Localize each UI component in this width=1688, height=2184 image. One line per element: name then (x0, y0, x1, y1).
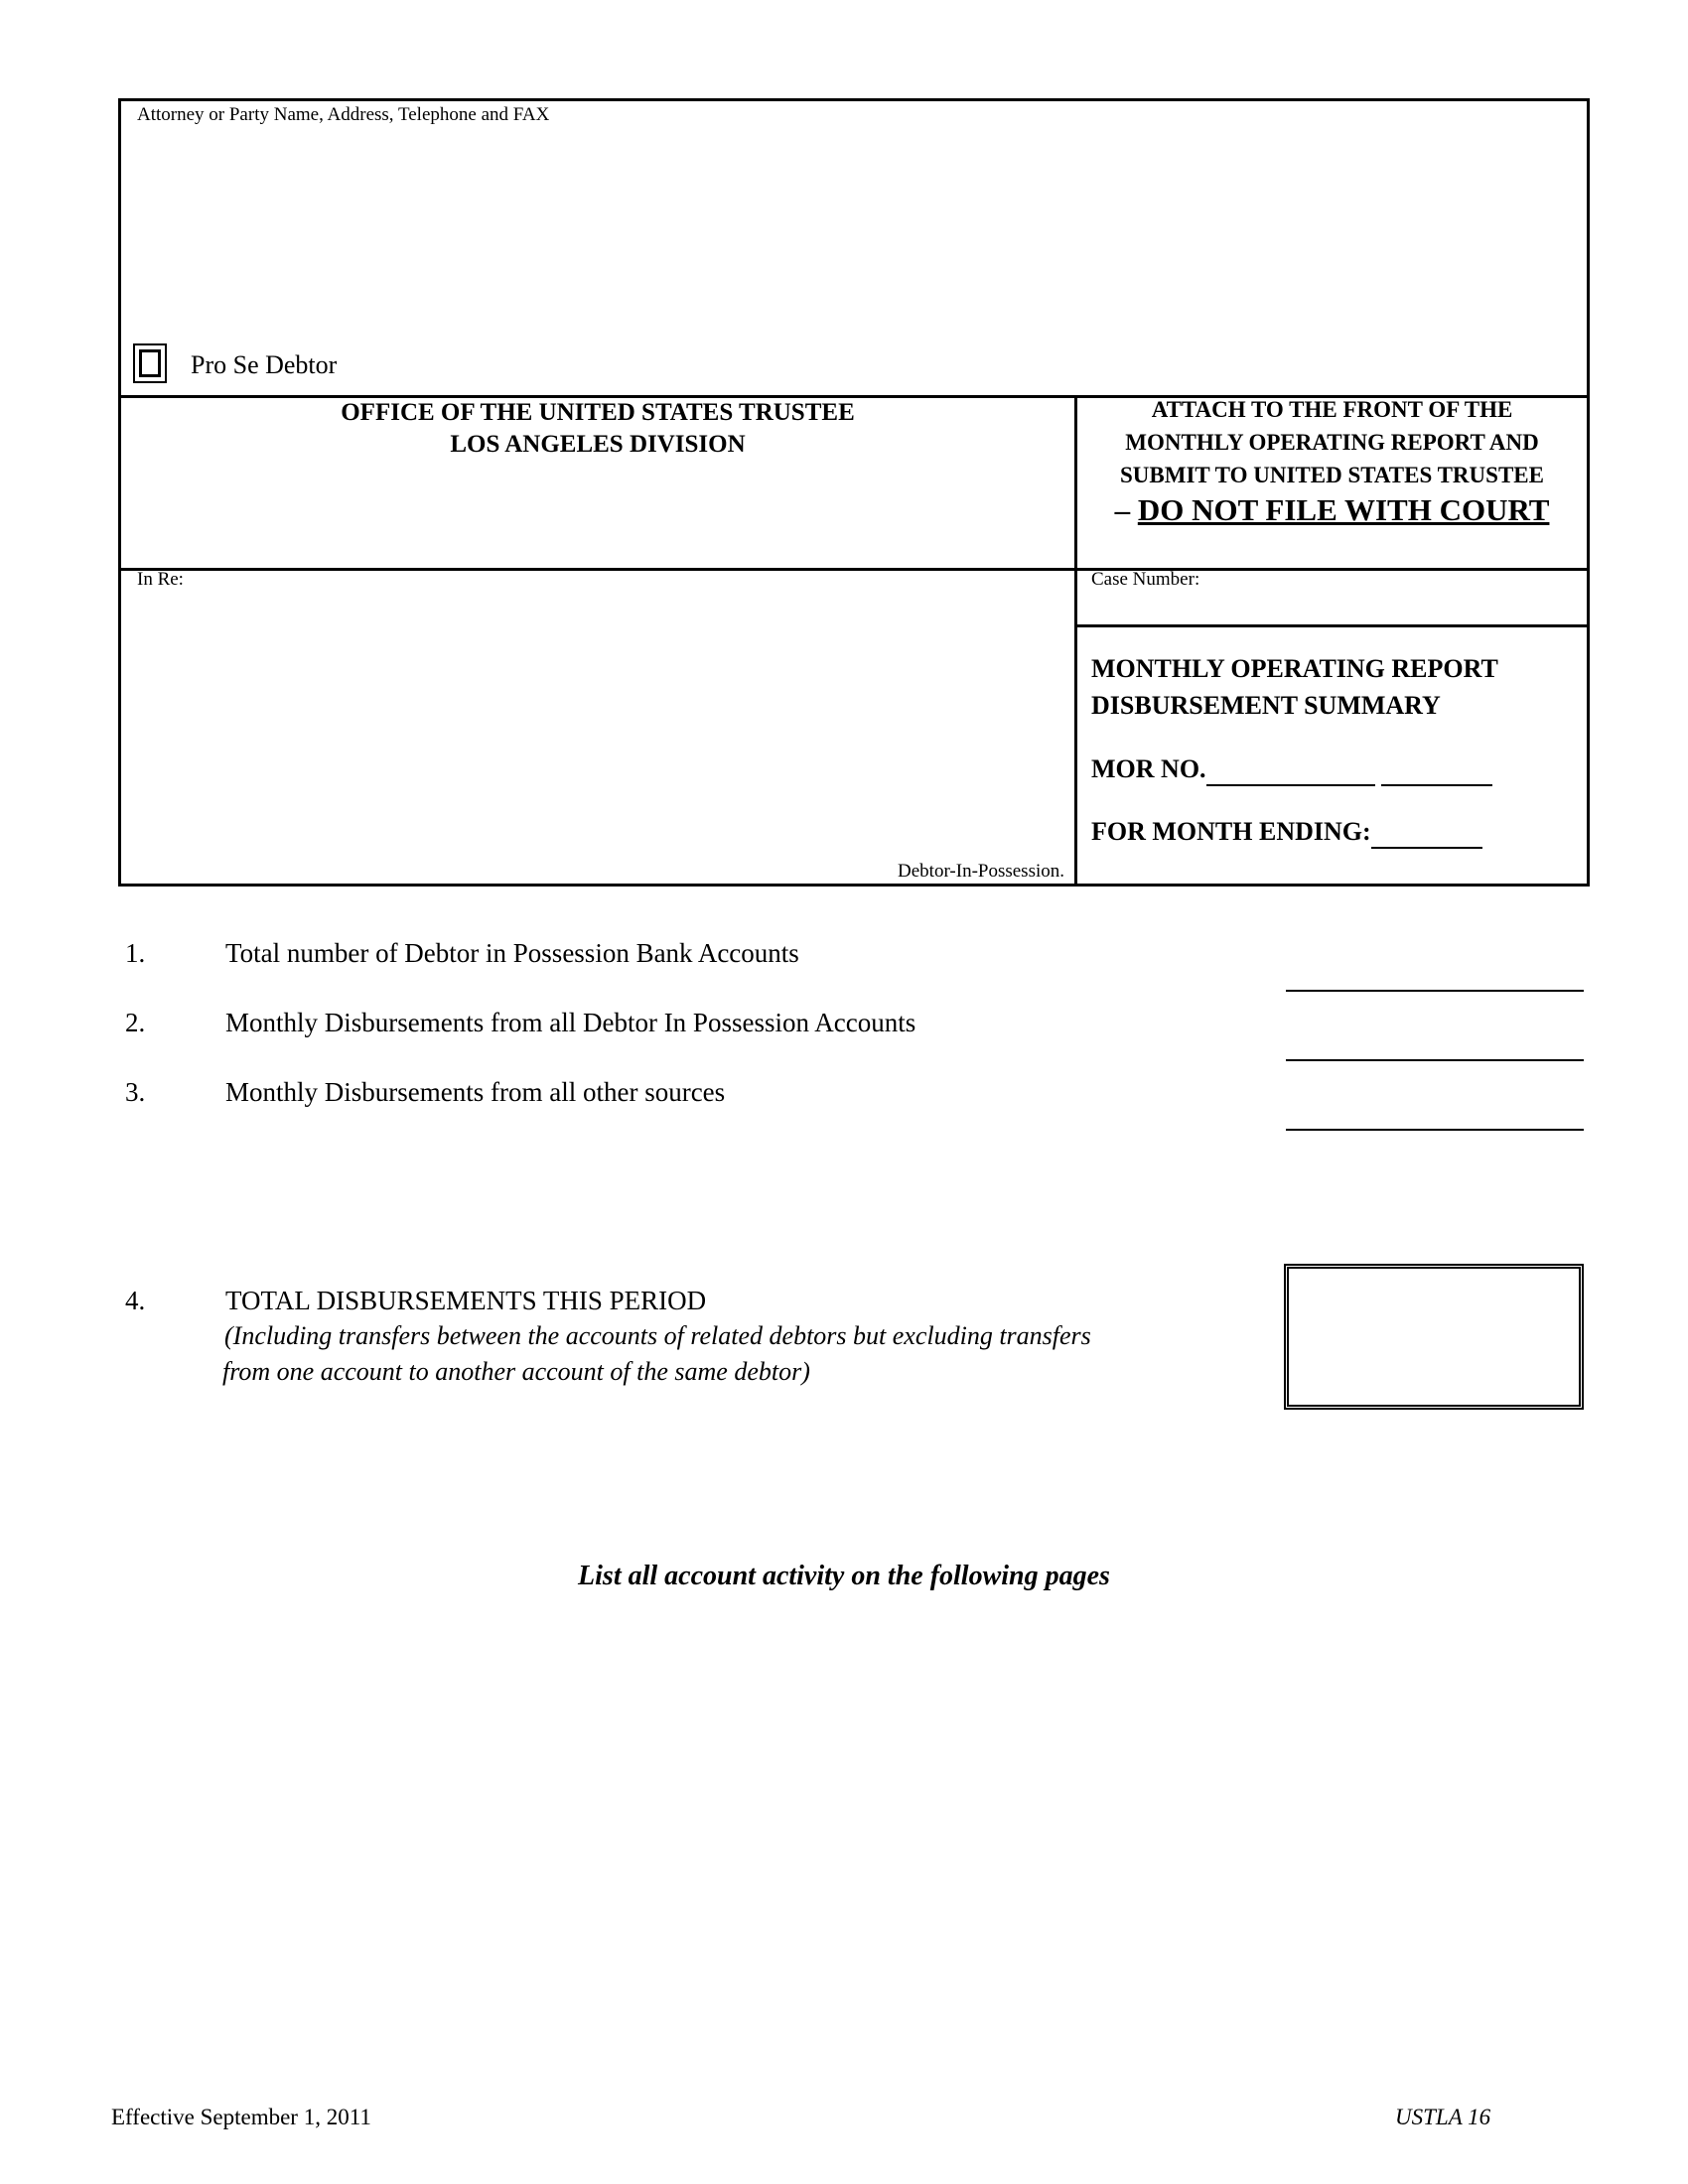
item-1-number: 1. (125, 938, 146, 968)
in-re-cell[interactable] (118, 568, 1077, 887)
item-1-label: Total number of Debtor in Possession Bank Accounts (225, 938, 799, 968)
item-2-input[interactable] (1286, 1027, 1584, 1061)
debtor-in-possession-label: Debtor-In-Possession. (898, 861, 1064, 882)
mor-no-input-2[interactable] (1381, 754, 1492, 786)
total-disbursements-box[interactable] (1284, 1264, 1584, 1410)
mor-no-line (1091, 754, 1492, 786)
month-ending-line (1091, 817, 1482, 849)
do-not-file-text: DO NOT FILE WITH COURT (1137, 492, 1550, 527)
footer-form-id: USTLA 16 (1395, 2105, 1491, 2129)
item-4-note-line-2: from one account to another account of the same debtor) (222, 1357, 810, 1386)
mor-no-input[interactable] (1206, 754, 1375, 786)
item-2-label: Monthly Disbursements from all Debtor In Possession Accounts (225, 1008, 916, 1037)
case-number-label: Case Number: (1091, 569, 1200, 590)
item-3-number: 3. (125, 1077, 146, 1107)
notice-emphasis-line (1077, 492, 1587, 528)
office-cell (118, 395, 1077, 571)
office-title: OFFICE OF THE UNITED STATES TRUSTEE (341, 399, 855, 426)
notice-line-1: ATTACH TO THE FRONT OF THE (1151, 397, 1513, 422)
month-ending-input[interactable] (1371, 817, 1482, 849)
item-1-input[interactable] (1286, 958, 1584, 992)
in-re-label: In Re: (137, 569, 184, 590)
item-4-label: TOTAL DISBURSEMENTS THIS PERIOD (225, 1286, 707, 1315)
pro-se-checkbox[interactable] (133, 343, 167, 383)
attorney-label: Attorney or Party Name, Address, Telephone and FAX (137, 104, 550, 125)
instruction-text: List all account activity on the following pages (578, 1561, 1110, 1591)
month-ending-label: FOR MONTH ENDING: (1091, 817, 1371, 846)
notice-cell (1074, 395, 1590, 571)
item-4-number: 4. (125, 1286, 146, 1315)
report-subtitle: DISBURSEMENT SUMMARY (1091, 691, 1441, 720)
notice-line-3: SUBMIT TO UNITED STATES TRUSTEE (1120, 463, 1544, 487)
report-title: MONTHLY OPERATING REPORT (1091, 654, 1498, 683)
footer-effective-date: Effective September 1, 2011 (111, 2105, 371, 2129)
attorney-box[interactable] (118, 98, 1590, 398)
item-2-number: 2. (125, 1008, 146, 1037)
pro-se-label: Pro Se Debtor (191, 350, 338, 379)
mor-no-label: MOR NO. (1091, 754, 1206, 783)
notice-dash: – (1114, 492, 1131, 527)
item-3-input[interactable] (1286, 1097, 1584, 1131)
case-number-cell[interactable] (1074, 568, 1590, 627)
office-division: LOS ANGELES DIVISION (450, 431, 746, 458)
item-3-label: Monthly Disbursements from all other sources (225, 1077, 726, 1107)
item-4-note-line-1: (Including transfers between the accounts of related debtors but excluding transfers (224, 1321, 1091, 1350)
notice-line-2: MONTHLY OPERATING REPORT AND (1125, 430, 1539, 455)
report-info-cell (1074, 624, 1590, 887)
